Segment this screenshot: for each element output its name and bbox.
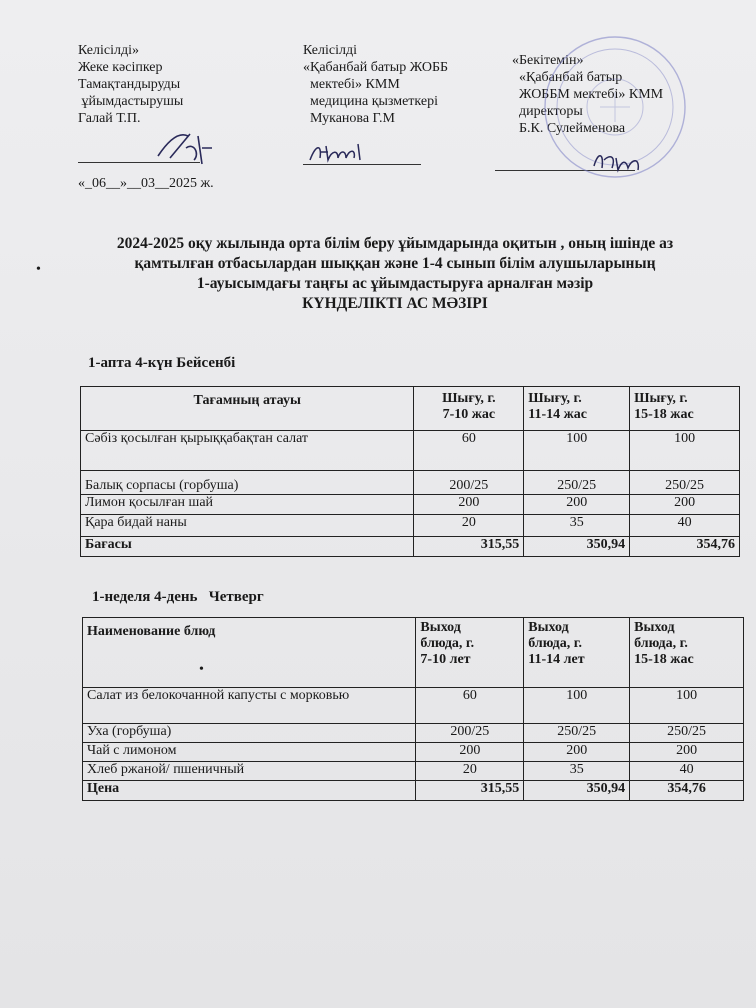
ru-row2-v1: 200/25: [416, 724, 524, 743]
ru-row1-v1: 60: [416, 688, 524, 724]
kz-row2-v2: 250/25: [524, 471, 630, 495]
right-line-3: ЖОББМ мектебі» КММ: [512, 87, 664, 102]
kz-total-label: Бағасы: [81, 537, 414, 557]
ru-row4-v1: 20: [416, 762, 524, 781]
ru-row4-dish: Хлеб ржаной/ пшеничный: [83, 762, 416, 781]
kz-header-dish: Тағамның атауы: [81, 387, 414, 431]
stray-mark: •: [36, 262, 41, 277]
table-row: [83, 688, 744, 724]
kz-row3-v2: 200: [524, 495, 630, 515]
right-line-5: Б.К. Сулейменова: [512, 121, 626, 136]
ru-header-dish: [83, 618, 416, 688]
kz-row4-v2: 35: [524, 515, 630, 537]
middle-signature: [306, 140, 376, 166]
kz-total-v1: 315,55: [414, 537, 524, 557]
ru-header-age-15-18: Выход блюда, г. 15-18 жас: [630, 618, 744, 688]
ru-header-age-11-14: Выход блюда, г. 11-14 лет: [524, 618, 630, 688]
table-row: [81, 495, 740, 515]
table-row: [83, 762, 744, 781]
document-title: [30, 234, 756, 314]
middle-line-3: мектебі» КММ: [303, 77, 400, 92]
kz-row3-dish: Лимон қосылған шай: [81, 495, 414, 515]
ru-week-day-heading: 1-неделя 4-день Четверг: [92, 589, 264, 605]
kz-row1-v3: 100: [630, 431, 740, 471]
kz-row3-v1: 200: [414, 495, 524, 515]
middle-line-1: Келісілді: [303, 43, 357, 58]
kz-menu-table: [80, 386, 740, 557]
ru-row1-v2: 100: [524, 688, 630, 724]
middle-line-4: медицина қызметкері: [303, 94, 438, 109]
left-line-3: Тамақтандыруды: [78, 77, 181, 92]
ru-header-age-7-10: Выход блюда, г. 7-10 лет: [416, 618, 524, 688]
stray-mark-2: •: [199, 662, 204, 677]
kz-row2-dish: Балық сорпасы (горбуша): [81, 471, 414, 495]
table-row: [81, 471, 740, 495]
ru-row3-v3: 200: [630, 743, 744, 762]
kz-total-v2: 350,94: [524, 537, 630, 557]
kz-row4-dish: Қара бидай наны: [81, 515, 414, 537]
kz-row2-v1: 200/25: [414, 471, 524, 495]
kz-row4-v1: 20: [414, 515, 524, 537]
ru-row1-v3: 100: [630, 688, 744, 724]
kz-row1-v2: 100: [524, 431, 630, 471]
right-line-1: «Бекітемін»: [512, 53, 584, 68]
ru-row4-v3: 40: [630, 762, 744, 781]
table-row: [83, 743, 744, 762]
kz-header-age-15-18: Шығу, г. 15-18 жас: [630, 387, 740, 431]
right-signature: [590, 148, 650, 176]
ru-row3-dish: Чай с лимоном: [83, 743, 416, 762]
table-row: [83, 724, 744, 743]
ru-row2-v3: 250/25: [630, 724, 744, 743]
ru-total-v2: 350,94: [524, 781, 630, 801]
kz-header-age-11-14: Шығу, г. 11-14 жас: [524, 387, 630, 431]
left-line-4: ұйымдастырушы: [78, 94, 184, 109]
table-row: [81, 515, 740, 537]
title-line-2: қамтылған отбасылардан шыққан және 1-4 сынып білім алушыларының: [134, 255, 656, 272]
ru-row2-v2: 250/25: [524, 724, 630, 743]
kz-row1-dish: Сәбіз қосылған қырыққабақтан салат: [81, 431, 414, 471]
kz-row4-v3: 40: [630, 515, 740, 537]
title-line-3: 1-ауысымдағы таңғы ас ұйымдастыруға арналған мәзір: [196, 275, 594, 292]
ru-header-dish-label: Наименование блюд: [87, 624, 216, 639]
left-line-5: Галай Т.П.: [78, 111, 141, 126]
kz-total-row: [81, 537, 740, 557]
table-row: [81, 431, 740, 471]
ru-total-v1: 315,55: [416, 781, 524, 801]
left-signature: [150, 128, 220, 168]
ru-menu-table: [82, 617, 744, 801]
left-line-1: Келісілді»: [78, 43, 139, 58]
middle-line-5: Муканова Г.М: [303, 111, 395, 126]
ru-total-row: [83, 781, 744, 801]
kz-header-age-7-10: Шығу, г. 7-10 жас: [414, 387, 524, 431]
ru-total-v3: 354,76: [630, 781, 744, 801]
ru-row4-v2: 35: [524, 762, 630, 781]
ru-row1-dish: Салат из белокочанной капусты с морковью: [83, 688, 416, 724]
title-line-1: 2024-2025 оқу жылында орта білім беру ұйымдарында оқитын , оның ішінде аз: [116, 235, 674, 252]
approval-date: «_06__»__03__2025 ж.: [78, 176, 214, 191]
middle-approval-block: [303, 42, 448, 127]
middle-line-2: «Қабанбай батыр ЖОББ: [303, 60, 449, 75]
kz-row3-v3: 200: [630, 495, 740, 515]
kz-header-row: [81, 387, 740, 431]
ru-row3-v1: 200: [416, 743, 524, 762]
right-line-2: «Қабанбай батыр: [512, 70, 623, 85]
ru-total-label: Цена: [83, 781, 416, 801]
right-line-4: директоры: [512, 104, 583, 119]
left-line-2: Жеке кәсіпкер: [78, 60, 163, 75]
kz-row1-v1: 60: [414, 431, 524, 471]
kz-row2-v3: 250/25: [630, 471, 740, 495]
ru-row2-dish: Уха (горбуша): [83, 724, 416, 743]
ru-header-row: [83, 618, 744, 688]
ru-row3-v2: 200: [524, 743, 630, 762]
left-approval-block: [78, 42, 183, 127]
kz-week-day-heading: 1-апта 4-күн Бейсенбі: [88, 355, 236, 371]
title-line-4: КҮНДЕЛІКТІ АС МӘЗІРІ: [302, 295, 488, 312]
kz-total-v3: 354,76: [630, 537, 740, 557]
